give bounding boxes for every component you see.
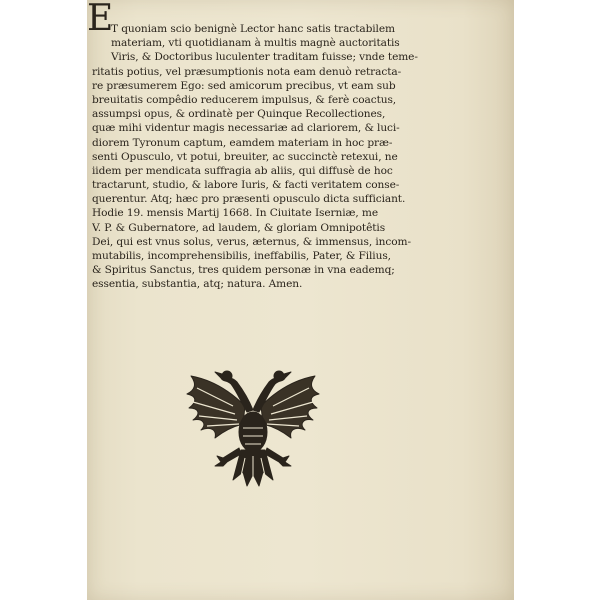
text-line: re præsumerem Ego: sed amicorum precibus, vt eam sub xyxy=(92,79,396,92)
text-line: Dei, qui est vnus solus, verus, æternus, & immensus, incom- xyxy=(92,235,411,248)
text-line: ritatis potius, vel præsumptionis nota eam denuò retracta- xyxy=(92,65,402,78)
text-line: iidem per mendicata suffragia ab aliis, qui diffusè de hoc xyxy=(92,164,393,177)
text-line: tractarunt, studio, & labore Iuris, & facti veritatem conse- xyxy=(92,179,400,192)
body-text xyxy=(92,22,432,292)
text-line: senti Opusculo, vt potui, breuiter, ac succinctè retexui, ne xyxy=(92,150,398,163)
text-line: Viris, & Doctoribus luculenter traditam fuisse; vnde teme- xyxy=(111,51,418,64)
text-line: essentia, substantia, atq; natura. Amen. xyxy=(92,278,303,291)
double-headed-eagle-icon xyxy=(183,362,323,492)
text-line: breuitatis compêdio reducerem impulsus, & ferè coactus, xyxy=(92,93,397,106)
drop-cap-initial: E xyxy=(87,0,114,39)
text-line: querentur. Atq; hæc pro præsenti opusculo dicta sufficiant. xyxy=(92,193,406,206)
text-line: V. P. & Gubernatore, ad laudem, & gloriam Omnipotêtis xyxy=(92,221,386,234)
text-line: Hodie 19. mensis Martij 1668. In Ciuitate Iserniæ, me xyxy=(92,207,379,220)
text-line: assumpsi opus, & ordinatè per Quinque Recollectiones, xyxy=(92,108,386,121)
text-line: T quoniam scio benignè Lector hanc satis tractabilem xyxy=(111,23,395,35)
text-line: materiam, vti quotidianam à multis magnè auctoritatis xyxy=(111,37,400,50)
text-line: diorem Tyronum captum, eamdem materiam in hoc præ- xyxy=(92,136,393,149)
text-line: & Spiritus Sanctus, tres quidem personæ in vna eademq; xyxy=(92,264,395,277)
text-line: quæ mihi videntur magis necessariæ ad clariorem, & luci- xyxy=(92,122,400,135)
text-line: mutabilis, incomprehensibilis, ineffabilis, Pater, & Filius, xyxy=(92,250,391,262)
book-page xyxy=(87,0,514,600)
